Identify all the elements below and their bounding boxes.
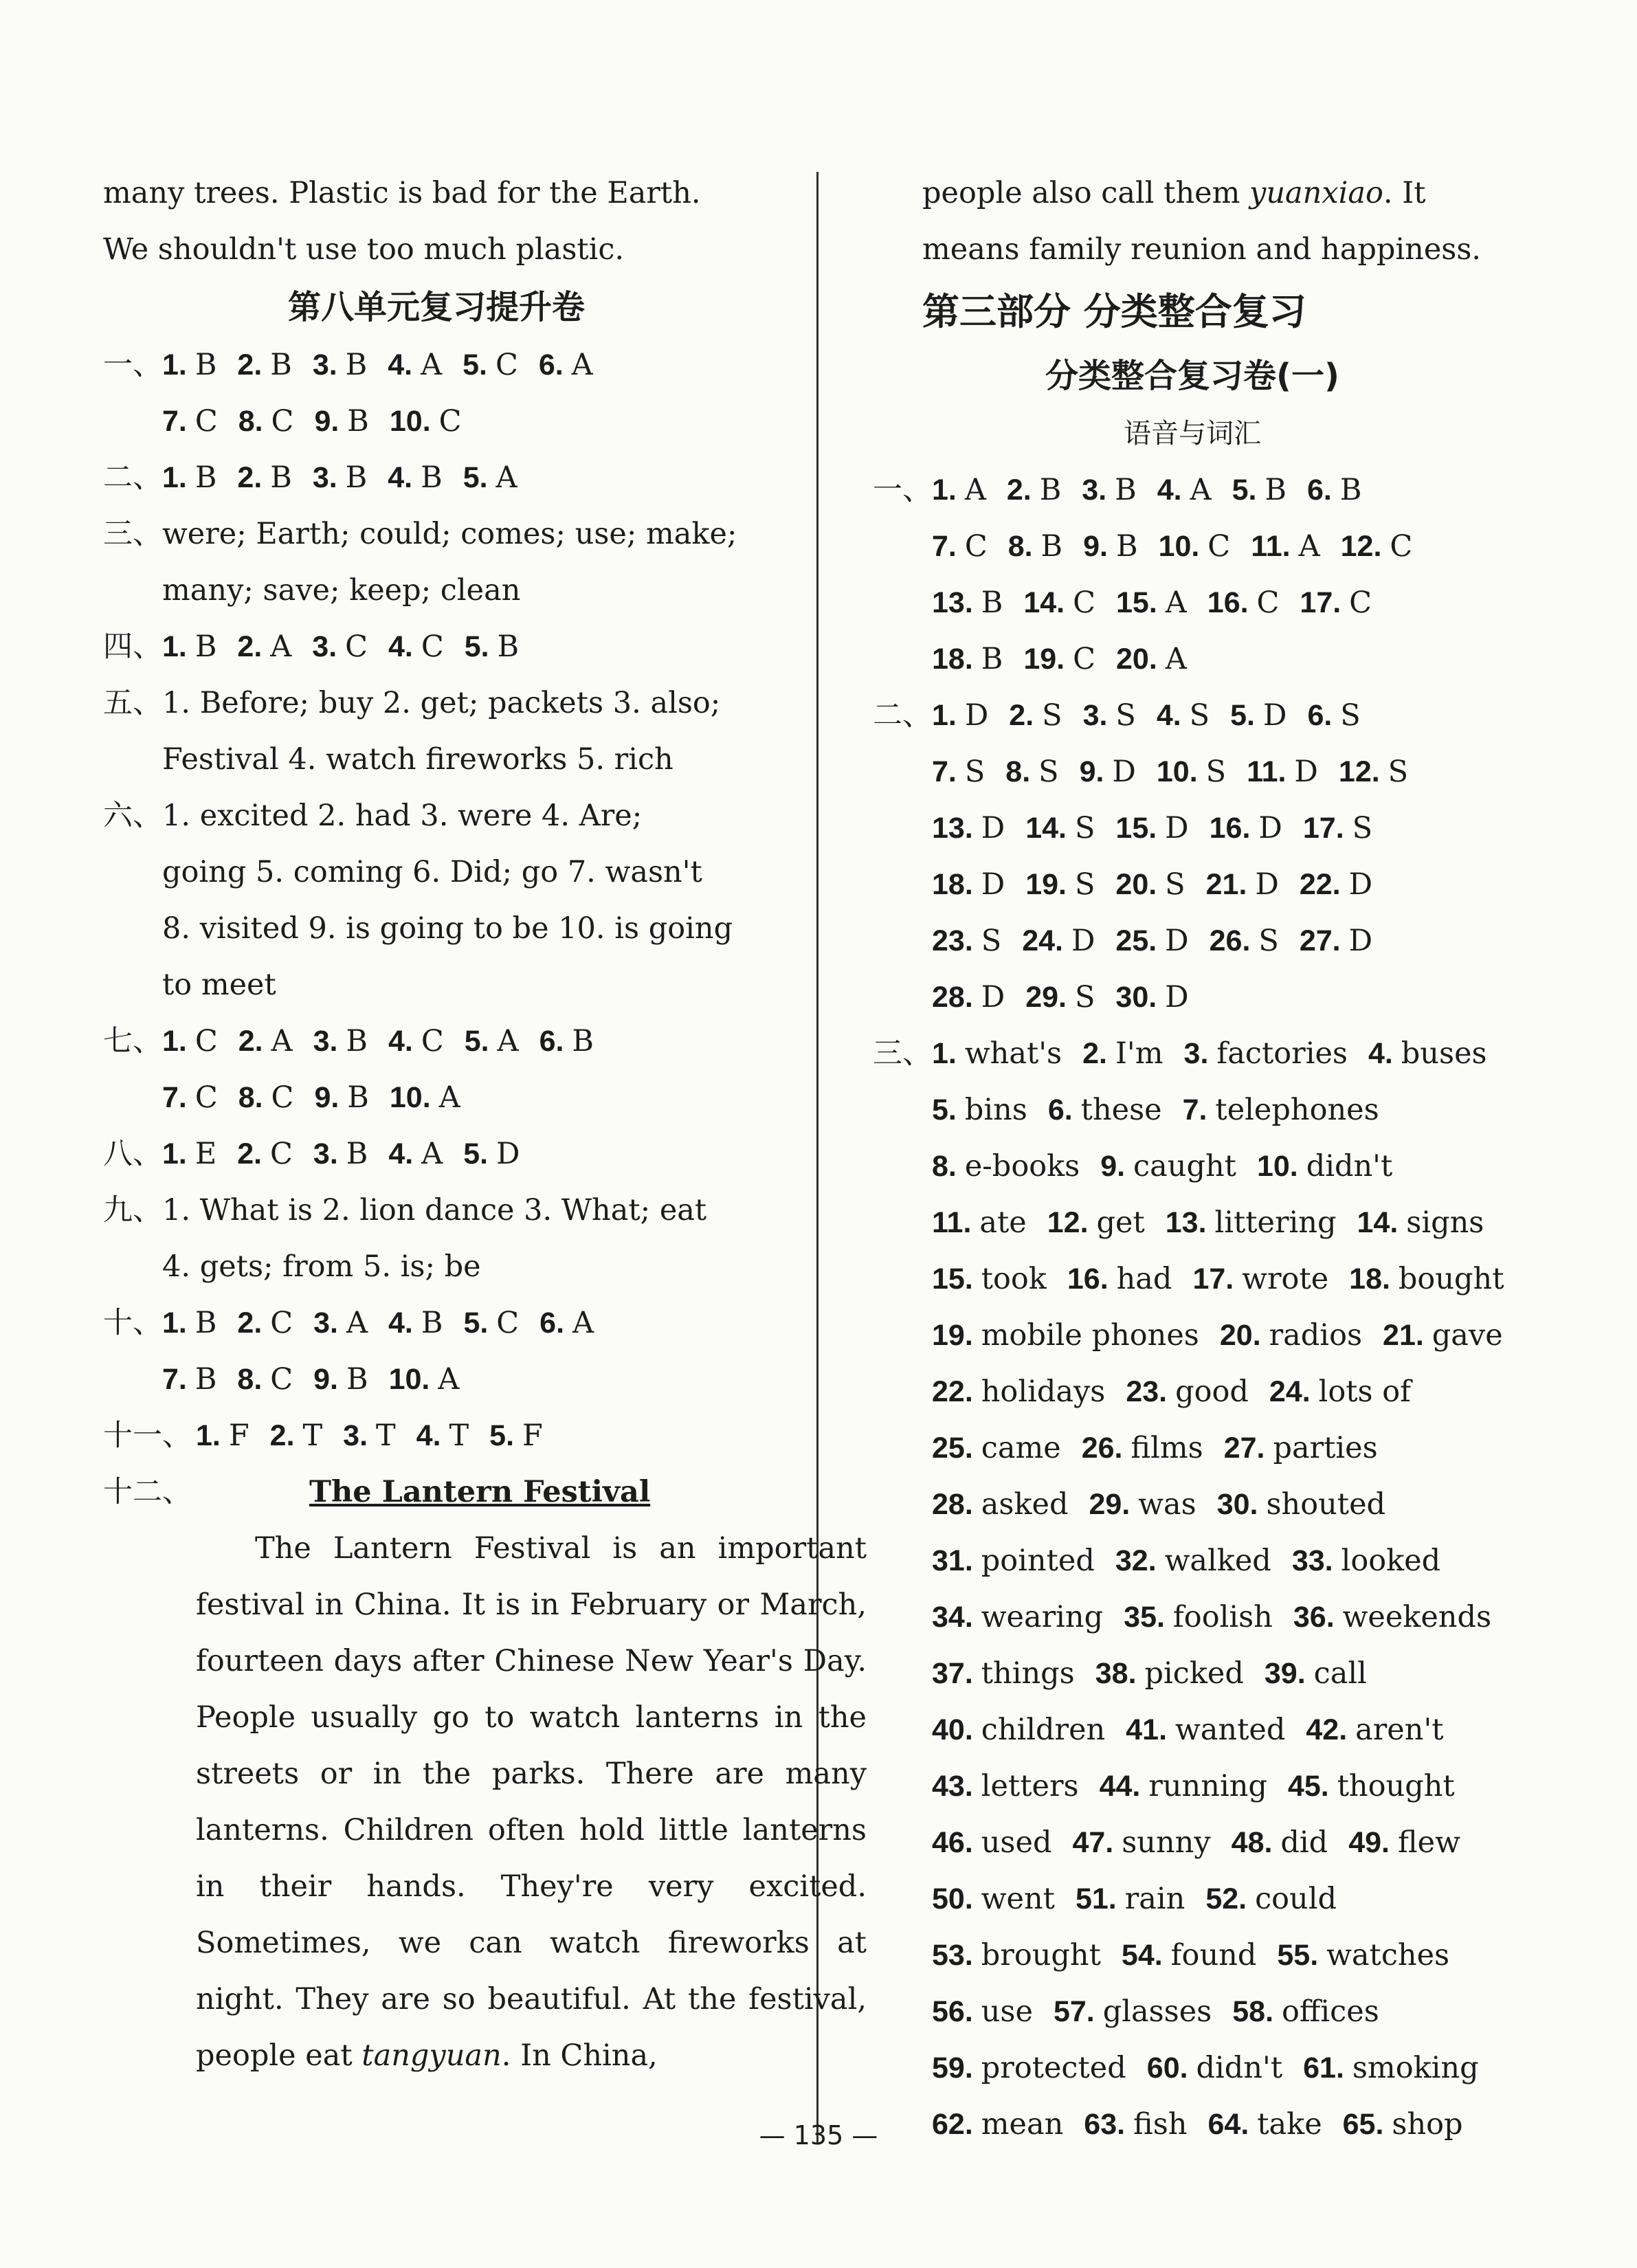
right-section-2 — [873, 687, 1512, 1025]
answer-item: 19. mobile phones — [932, 1318, 1199, 1353]
answer-item: 38. picked — [1095, 1656, 1244, 1691]
answer-row — [873, 1871, 1512, 1927]
answer-item: 3. C — [312, 630, 368, 664]
answer-item: 47. sunny — [1072, 1825, 1211, 1860]
answer-item: 24. D — [1022, 924, 1095, 958]
answer-item: 8. C — [237, 1362, 293, 1397]
answer-row — [873, 1364, 1512, 1420]
right-section-3 — [873, 1025, 1512, 2153]
answer-item: 5. A — [464, 1024, 519, 1058]
answer-item: 21. gave — [1383, 1318, 1503, 1353]
answer-item: 63. fish — [1084, 2107, 1188, 2142]
answer-item: 22. holidays — [932, 1375, 1106, 1409]
answer-item: 9. B — [313, 1362, 368, 1397]
answer-item: 34. wearing — [932, 1600, 1104, 1634]
answer-item: 32. walked — [1115, 1544, 1271, 1578]
answer-item: 50. went — [932, 1882, 1055, 1916]
answer-item: 9. B — [1083, 529, 1138, 564]
answer-row — [873, 575, 1512, 631]
answer-item: 14. signs — [1357, 1205, 1484, 1240]
right-intro-line-2: means family reunion and happiness. — [922, 232, 1482, 267]
page-number: — 135 — — [759, 2120, 878, 2150]
answer-row — [873, 1814, 1512, 1871]
answer-item: 39. call — [1264, 1656, 1367, 1691]
section-6-line-2: going 5. coming 6. Did; go 7. wasn't — [162, 855, 702, 889]
answer-item: 2. C — [237, 1137, 293, 1171]
answer-item: 13. D — [932, 811, 1005, 845]
answer-item: 7. C — [162, 404, 218, 438]
answer-item: 3. T — [343, 1419, 396, 1453]
answer-item: 14. C — [1023, 586, 1095, 620]
answer-item: 2. A — [238, 1024, 293, 1058]
section-4: 四、1. B 2. A 3. C 4. C 5. B — [103, 630, 520, 664]
answer-item: 12. get — [1047, 1205, 1145, 1240]
section-6-line-3: 8. visited 9. is going to be 10. is going — [162, 911, 733, 946]
answer-item: 5. C — [463, 348, 518, 382]
section-2: 二、1. B 2. B 3. B 4. B 5. A — [103, 460, 517, 495]
answer-row — [873, 1645, 1512, 1702]
answer-item: 5. bins — [932, 1093, 1027, 1127]
answer-item: 10. A — [388, 1362, 460, 1397]
part-title: 第三部分 分类整合复习 — [922, 290, 1306, 333]
section-7-row-2 — [103, 1069, 770, 1126]
unit8-title: 第八单元复习提升卷 — [287, 288, 585, 326]
answer-row — [873, 1589, 1512, 1645]
answer-item: 11. D — [1247, 755, 1318, 789]
answer-item: 13. B — [932, 586, 1003, 620]
answer-item: 8. e-books — [932, 1149, 1080, 1183]
answer-item: 8. S — [1005, 755, 1059, 789]
answer-item: 59. protected — [932, 2051, 1126, 2085]
answer-item: 11. ate — [932, 1205, 1027, 1240]
answer-item: 53. brought — [932, 1938, 1101, 1972]
answer-item: 4. B — [388, 1306, 443, 1340]
answer-item: 28. asked — [932, 1487, 1069, 1522]
answer-item: 6. B — [1307, 473, 1362, 507]
answer-item: 13. littering — [1165, 1205, 1337, 1240]
answer-item: 12. S — [1338, 755, 1409, 789]
answer-item: 24. lots of — [1269, 1375, 1412, 1409]
sub-title: 语音与词汇 — [1124, 418, 1261, 449]
answer-row — [873, 1420, 1512, 1476]
answer-item: 7. telephones — [1182, 1093, 1379, 1127]
answer-item: 40. children — [932, 1713, 1106, 1747]
answer-row — [873, 969, 1512, 1025]
answer-item: 61. smoking — [1303, 2051, 1479, 2085]
answer-item: 48. did — [1231, 1825, 1328, 1860]
section-1: 一、1. B 2. B 3. B 4. A 5. C 6. A — [103, 348, 593, 382]
section-10: 十、1. B 2. C 3. A 4. B 5. C 6. A — [103, 1306, 594, 1340]
answer-item: 3. S — [1082, 698, 1136, 733]
answer-row: 二、1. D 2. S 3. S 4. S 5. D 6. S — [873, 698, 1361, 733]
answer-item: 9. D — [1079, 755, 1136, 789]
answer-item: 4. A — [388, 1137, 443, 1171]
answer-item: 18. D — [932, 867, 1005, 902]
answer-row — [873, 1702, 1512, 1758]
answer-item: 30. D — [1115, 980, 1189, 1014]
answer-item: 23. S — [932, 924, 1002, 958]
answer-row — [873, 1307, 1512, 1364]
answer-item: 3. factories — [1183, 1036, 1348, 1071]
answer-item: 3. B — [313, 1024, 368, 1058]
answer-item: 10. S — [1156, 755, 1227, 789]
answer-item: 6. these — [1047, 1093, 1162, 1127]
answer-row — [873, 1082, 1512, 1138]
answer-item: 18. B — [932, 642, 1003, 676]
answer-row — [873, 1476, 1512, 1533]
answer-item: 3. A — [313, 1306, 368, 1340]
answer-item: 16. C — [1207, 586, 1280, 620]
answer-item: 16. had — [1067, 1262, 1172, 1296]
answer-item: 3. B — [313, 1137, 368, 1171]
section-6-line-4: to meet — [162, 968, 276, 1002]
answer-item: 4. A — [388, 348, 443, 382]
answer-item: 17. C — [1300, 586, 1372, 620]
answer-item: 12. C — [1340, 529, 1413, 564]
answer-row — [873, 856, 1512, 913]
answer-item: 4. buses — [1368, 1036, 1487, 1071]
intro-line-1: many trees. Plastic is bad for the Earth. — [103, 176, 701, 210]
answer-item: 3. B — [312, 348, 368, 382]
section-12: 十二、 The Lantern Festival — [103, 1475, 651, 1509]
answer-item: 44. running — [1099, 1769, 1267, 1803]
paper-title: 分类整合复习卷(一) — [1045, 357, 1339, 395]
answer-item: 11. A — [1251, 529, 1320, 564]
answer-item: 2. S — [1009, 698, 1062, 733]
intro-line-2: We shouldn't use too much plastic. — [103, 232, 625, 267]
essay-body: The Lantern Festival is an important festival in China. It is in February or March, fourteen days after Chinese New Year's Day. People usually go to watch lanterns in the streets or in the parks. There are many lanterns. Children often hold little lanterns in their hands. They're very excited. Sometimes, we can watch fireworks at night. They are so beautiful. At the festival, people eat tangyuan. In China, — [196, 1531, 867, 2073]
answer-row — [873, 1533, 1512, 1589]
answer-item: 7. B — [162, 1362, 217, 1397]
answer-item: 25. came — [932, 1431, 1061, 1465]
answer-item: 3. B — [1082, 473, 1137, 507]
answer-item: 4. A — [1157, 473, 1212, 507]
answer-item: 10. C — [389, 404, 462, 438]
answer-item: 52. could — [1205, 1882, 1337, 1916]
answer-item: 33. looked — [1291, 1544, 1441, 1578]
answer-item: 21. D — [1205, 867, 1279, 902]
answer-item: 5. B — [1232, 473, 1287, 507]
answer-item: 64. take — [1207, 2107, 1322, 2142]
answer-item: 15. A — [1115, 586, 1187, 620]
answer-item: 4. S — [1156, 698, 1210, 733]
answer-row: 一、1. A 2. B 3. B 4. A 5. B 6. B — [873, 473, 1362, 507]
answer-item: 5. C — [463, 1306, 520, 1340]
answer-item: 7. C — [932, 529, 988, 564]
answer-item: 30. shouted — [1216, 1487, 1386, 1522]
answer-item: 51. rain — [1075, 1882, 1185, 1916]
answer-item: 1. B — [162, 460, 217, 495]
answer-item: 4. C — [388, 1024, 444, 1058]
answer-item: 7. S — [932, 755, 985, 789]
section-9: 九、1. What is 2. lion dance 3. What; eat — [103, 1193, 707, 1227]
section-11: 十一、 1. F 2. T 3. T 4. T 5. F — [103, 1419, 543, 1453]
answer-item: 23. good — [1126, 1375, 1249, 1409]
answer-item: 1. F — [196, 1419, 249, 1453]
answer-item: 4. B — [388, 460, 443, 495]
answer-item: 9. B — [314, 404, 369, 438]
answer-item: 1. E — [162, 1137, 217, 1171]
answer-row — [873, 1194, 1512, 1251]
answer-item: 1. B — [162, 348, 217, 382]
answer-item: 55. watches — [1277, 1938, 1450, 1972]
answer-item: 27. parties — [1223, 1431, 1378, 1465]
right-column — [873, 165, 1512, 2153]
answer-item: 29. S — [1025, 980, 1095, 1014]
answer-item: 27. D — [1299, 924, 1373, 958]
answer-row — [873, 631, 1512, 687]
answer-row — [873, 1138, 1512, 1194]
answer-item: 20. A — [1115, 642, 1187, 676]
answer-item: 42. aren't — [1306, 1713, 1444, 1747]
answer-item: 2. B — [237, 348, 292, 382]
section-3-line-2: many; save; keep; clean — [162, 573, 521, 608]
answer-item: 9. caught — [1100, 1149, 1236, 1183]
answer-item: 5. A — [463, 460, 517, 495]
answer-item: 8. C — [238, 404, 294, 438]
answer-item: 1. D — [932, 698, 989, 733]
section-5: 五、1. Before; buy 2. get; packets 3. also; — [103, 686, 721, 720]
answer-item: 62. mean — [932, 2107, 1064, 2142]
answer-item: 25. D — [1115, 924, 1189, 958]
right-intro-line-1: people also call them yuanxiao. It — [922, 176, 1426, 210]
section-1-row-2 — [103, 393, 770, 449]
answer-item: 4. T — [416, 1419, 469, 1453]
answer-item: 31. pointed — [932, 1544, 1095, 1578]
answer-item: 8. C — [238, 1080, 294, 1115]
answer-item: 19. C — [1023, 642, 1095, 676]
section-7: 七、1. C 2. A 3. B 4. C 5. A 6. B — [103, 1024, 594, 1058]
answer-item: 1. C — [162, 1024, 218, 1058]
answer-item: 15. D — [1115, 811, 1189, 845]
left-column — [103, 165, 867, 2084]
section-5-line-2: Festival 4. watch fireworks 5. rich — [162, 742, 673, 777]
answer-item: 3. B — [312, 460, 368, 495]
answer-item: 2. I'm — [1082, 1036, 1163, 1071]
answer-item: 20. radios — [1219, 1318, 1363, 1353]
answer-item: 17. wrote — [1192, 1262, 1329, 1296]
answer-item: 46. used — [932, 1825, 1052, 1860]
answer-item: 5. D — [1230, 698, 1287, 733]
answer-item: 1. A — [932, 473, 986, 507]
answer-row — [873, 1758, 1512, 1814]
answer-item: 1. B — [162, 1306, 217, 1340]
answer-item: 65. shop — [1342, 2107, 1463, 2142]
answer-item: 2. T — [269, 1419, 323, 1453]
answer-item: 15. took — [932, 1262, 1047, 1296]
answer-item: 9. B — [314, 1080, 369, 1115]
answer-item: 20. S — [1115, 867, 1185, 902]
answer-item: 5. B — [464, 630, 520, 664]
answer-row — [873, 1927, 1512, 1983]
section-10-row-2 — [103, 1351, 770, 1408]
answer-item: 17. S — [1302, 811, 1373, 845]
answer-item: 2. B — [237, 460, 292, 495]
answer-item: 5. F — [489, 1419, 543, 1453]
answer-item: 60. didn't — [1146, 2051, 1283, 2085]
section-9-line-2: 4. gets; from 5. is; be — [162, 1249, 481, 1284]
answer-item: 35. foolish — [1124, 1600, 1273, 1634]
answer-item: 57. glasses — [1053, 1994, 1212, 2029]
right-section-1 — [873, 462, 1512, 687]
answer-item: 29. was — [1089, 1487, 1196, 1522]
answer-item: 56. use — [932, 1994, 1033, 2029]
answer-item: 4. C — [388, 630, 444, 664]
answer-item: 37. things — [932, 1656, 1075, 1691]
answer-item: 6. A — [539, 1306, 594, 1340]
answer-item: 58. offices — [1232, 1994, 1379, 2029]
answer-item: 1. what's — [932, 1036, 1062, 1071]
answer-item: 26. S — [1209, 924, 1279, 958]
answer-row: 三、1. what's 2. I'm 3. factories 4. buses — [873, 1036, 1487, 1071]
essay-title: The Lantern Festival — [309, 1475, 651, 1509]
answer-item: 49. flew — [1348, 1825, 1460, 1860]
answer-item: 45. thought — [1287, 1769, 1455, 1803]
answer-item: 2. C — [237, 1306, 293, 1340]
answer-item: 10. C — [1158, 529, 1231, 564]
answer-item: 22. D — [1299, 867, 1373, 902]
answer-row — [873, 744, 1512, 800]
answer-item: 36. weekends — [1293, 1600, 1492, 1634]
answer-item: 10. A — [389, 1080, 460, 1115]
answer-item: 16. D — [1209, 811, 1282, 845]
answer-item: 2. A — [237, 630, 292, 664]
answer-item: 28. D — [932, 980, 1005, 1014]
answer-row — [873, 518, 1512, 575]
answer-item: 6. A — [538, 348, 593, 382]
answer-row — [873, 913, 1512, 969]
answer-row — [873, 1983, 1512, 2040]
answer-item: 6. B — [539, 1024, 594, 1058]
answer-item: 41. wanted — [1126, 1713, 1286, 1747]
section-3: 三、were; Earth; could; comes; use; make; — [103, 517, 737, 551]
section-8: 八、1. E 2. C 3. B 4. A 5. D — [103, 1137, 520, 1171]
answer-item: 5. D — [463, 1137, 520, 1171]
answer-item: 54. found — [1121, 1938, 1257, 1972]
answer-item: 1. B — [162, 630, 217, 664]
answer-item: 26. films — [1081, 1431, 1203, 1465]
answer-item: 14. S — [1025, 811, 1095, 845]
answer-row — [873, 1251, 1512, 1307]
answer-item: 6. S — [1307, 698, 1361, 733]
answer-item: 19. S — [1025, 867, 1095, 902]
answer-item: 8. B — [1007, 529, 1063, 564]
answer-row — [873, 2040, 1512, 2096]
answer-row — [873, 800, 1512, 856]
answer-item: 10. didn't — [1256, 1149, 1393, 1183]
answer-item: 18. bought — [1349, 1262, 1504, 1296]
answer-item: 7. C — [162, 1080, 218, 1115]
section-6: 六、1. excited 2. had 3. were 4. Are; — [103, 799, 643, 833]
answer-item: 43. letters — [932, 1769, 1079, 1803]
answer-item: 2. B — [1006, 473, 1062, 507]
